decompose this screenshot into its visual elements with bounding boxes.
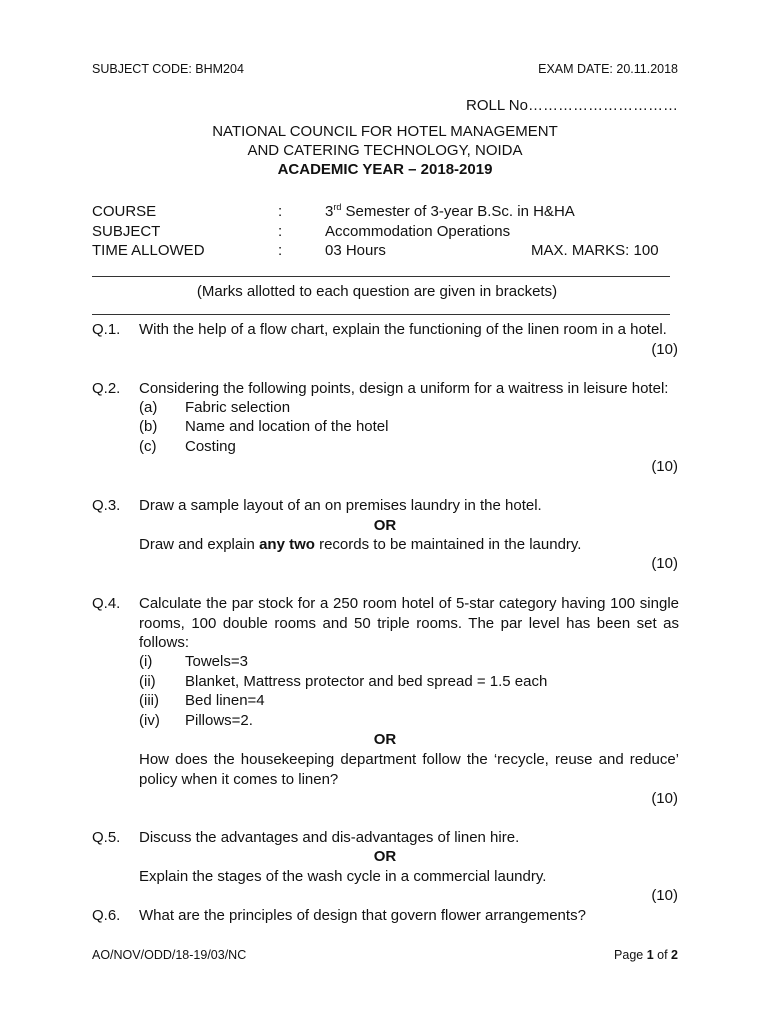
q4-text-a: Calculate the par stock for a 250 room hotel of 5-star category having 100 single rooms, 100 double rooms and 50 triple rooms. The par level has been set as follows: <box>139 595 679 651</box>
q2-item-label: (b) <box>139 418 158 435</box>
q1-number: Q.1. <box>92 321 121 338</box>
subject-code: SUBJECT CODE: BHM204 <box>92 62 244 76</box>
q4-item-label: (i) <box>139 653 153 670</box>
q3-or: OR <box>373 517 397 534</box>
q5-number: Q.5. <box>92 829 121 846</box>
q3-number: Q.3. <box>92 497 121 514</box>
subject-colon: : <box>278 223 283 240</box>
page-indicator: Page 1 of 2 <box>614 948 678 962</box>
q3-text-b: Draw and explain any two records to be maintained in the laundry. <box>139 536 582 553</box>
q2-item-text: Costing <box>185 438 236 455</box>
time-colon: : <box>278 242 283 259</box>
exam-date: EXAM DATE: 20.11.2018 <box>538 62 678 76</box>
q2-item-label: (a) <box>139 399 158 416</box>
q4-number: Q.4. <box>92 595 121 612</box>
marks-note: (Marks allotted to each question are given in brackets) <box>196 283 558 300</box>
q2-number: Q.2. <box>92 380 121 397</box>
council-title-line1: NATIONAL COUNCIL FOR HOTEL MANAGEMENT <box>212 123 558 140</box>
q4-item-text: Pillows=2. <box>185 712 253 729</box>
q2-item-label: (c) <box>139 438 157 455</box>
time-value: 03 Hours <box>325 242 386 259</box>
q3-marks: (10) <box>651 555 678 572</box>
q1-text: With the help of a flow chart, explain the functioning of the linen room in a hotel. <box>139 321 667 338</box>
divider-bottom <box>92 314 670 315</box>
q4-marks: (10) <box>651 790 678 807</box>
q5-or: OR <box>373 848 397 865</box>
divider-top <box>92 276 670 277</box>
q6-number: Q.6. <box>92 907 121 924</box>
q5-text-a: Discuss the advantages and dis-advantages of linen hire. <box>139 829 520 846</box>
q2-marks: (10) <box>651 458 678 475</box>
q4-or: OR <box>373 731 397 748</box>
q5-text-b: Explain the stages of the wash cycle in a commercial laundry. <box>139 868 547 885</box>
q4-item-label: (iii) <box>139 692 159 709</box>
max-marks: MAX. MARKS: 100 <box>531 242 659 259</box>
q1-marks: (10) <box>651 341 678 358</box>
academic-year: ACADEMIC YEAR – 2018-2019 <box>277 161 493 178</box>
document-code: AO/NOV/ODD/18-19/03/NC <box>92 948 247 962</box>
time-label: TIME ALLOWED <box>92 242 205 259</box>
course-colon: : <box>278 203 283 220</box>
q5-marks: (10) <box>651 887 678 904</box>
q3-text-a: Draw a sample layout of an on premises laundry in the hotel. <box>139 497 542 514</box>
q6-text: What are the principles of design that govern flower arrangements? <box>139 907 586 924</box>
subject-label: SUBJECT <box>92 223 161 240</box>
subject-value: Accommodation Operations <box>325 223 511 240</box>
q4-item-label: (iv) <box>139 712 160 729</box>
q2-item-text: Fabric selection <box>185 399 291 416</box>
council-title-line2: AND CATERING TECHNOLOGY, NOIDA <box>247 142 523 159</box>
q4-item-text: Bed linen=4 <box>185 692 265 709</box>
q4-item-label: (ii) <box>139 673 156 690</box>
course-label: COURSE <box>92 203 157 220</box>
q4-item-text: Blanket, Mattress protector and bed spread = 1.5 each <box>185 673 548 690</box>
q4-text-b: How does the housekeeping department follow the ‘recycle, reuse and reduce’ policy when it comes to linen? <box>139 751 679 788</box>
q4-item-text: Towels=3 <box>185 653 248 670</box>
q2-item-text: Name and location of the hotel <box>185 418 389 435</box>
course-value: 3rd Semester of 3-year B.Sc. in H&HA <box>325 202 575 220</box>
roll-number: ROLL No………………………… <box>466 97 678 114</box>
q2-text: Considering the following points, design a uniform for a waitress in leisure hotel: <box>139 380 669 397</box>
